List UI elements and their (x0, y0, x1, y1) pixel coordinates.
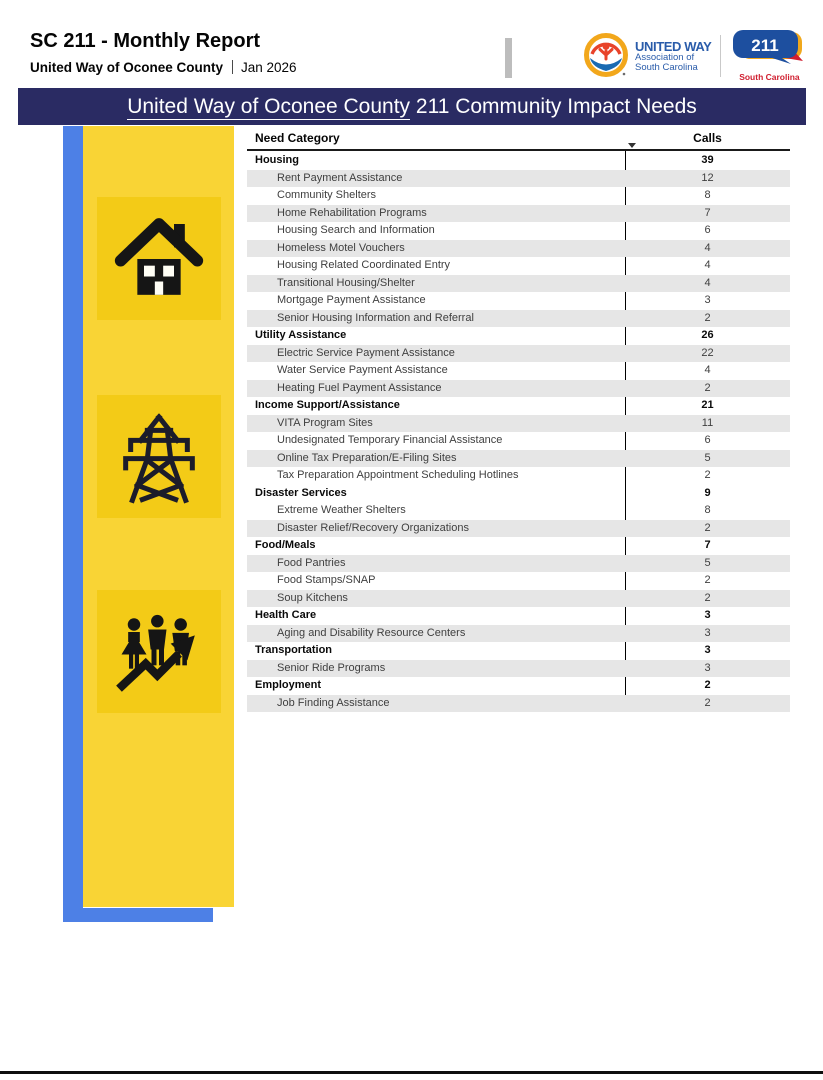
table-row (247, 695, 790, 713)
table-row-category (247, 327, 790, 345)
needs-table-body (247, 152, 790, 712)
logo-group (583, 30, 808, 82)
calls-cell: 22 (701, 346, 714, 359)
calls-cell: 12 (701, 171, 714, 184)
need-category-cell: Food Pantries (277, 556, 346, 569)
table-row-category (247, 642, 790, 660)
table-header-rule (247, 149, 790, 151)
need-category-cell: Mortgage Payment Assistance (277, 294, 426, 306)
calls-cell: 7 (704, 539, 711, 551)
table-row (247, 310, 790, 328)
housing-tile (97, 197, 221, 320)
211-bubble-icon (733, 30, 805, 66)
blue-accent-bar-bottom (63, 908, 213, 922)
table-row (247, 380, 790, 398)
need-category-cell: Utility Assistance (255, 329, 347, 341)
need-category-cell: Tax Preparation Appointment Scheduling Hotlines (277, 469, 519, 481)
calls-cell: 3 (704, 626, 711, 639)
calls-cell: 2 (704, 521, 711, 534)
calls-cell: 2 (704, 469, 711, 481)
calls-cell: 3 (704, 661, 711, 674)
table-row (247, 660, 790, 678)
utility-tile (97, 395, 221, 518)
table-row (247, 345, 790, 363)
calls-cell: 39 (701, 154, 714, 166)
report-period: Jan 2026 (241, 60, 297, 75)
table-row (247, 572, 790, 590)
calls-cell: 3 (704, 294, 711, 306)
need-category-cell: Transportation (255, 644, 333, 656)
united-way-logo-icon (583, 32, 629, 80)
calls-cell: 2 (704, 381, 711, 394)
banner-title (18, 88, 806, 125)
table-row (247, 467, 790, 485)
calls-cell: 2 (704, 591, 711, 604)
need-category-cell: Food/Meals (255, 539, 316, 551)
need-category-cell: Community Shelters (277, 189, 377, 201)
calls-cell: 8 (704, 189, 711, 201)
table-row (247, 362, 790, 380)
need-category-cell: Employment (255, 679, 322, 691)
table-row (247, 415, 790, 433)
need-category-cell: Transitional Housing/Shelter (277, 276, 415, 289)
table-row (247, 170, 790, 188)
need-category-cell: Homeless Motel Vouchers (277, 241, 405, 254)
united-way-sub1: Association of (635, 51, 695, 63)
calls-cell: 7 (704, 206, 711, 219)
calls-cell: 8 (704, 504, 711, 516)
calls-cell: 21 (701, 399, 714, 411)
need-category-cell: Disaster Relief/Recovery Organizations (277, 521, 469, 534)
need-category-cell: Water Service Payment Assistance (277, 364, 448, 376)
united-way-name: UNITED WAY (635, 38, 712, 54)
calls-cell: 6 (704, 224, 711, 236)
pipe-divider (232, 60, 233, 74)
table-row-category (247, 397, 790, 415)
yellow-sidebar (83, 126, 234, 907)
calls-cell: 5 (704, 556, 711, 569)
blue-accent-bar-vertical (63, 126, 83, 922)
need-category-cell: Food Stamps/SNAP (277, 574, 376, 586)
table-row (247, 502, 790, 520)
table-row (247, 187, 790, 205)
table-row-category (247, 607, 790, 625)
calls-cell: 6 (704, 434, 711, 446)
table-row (247, 450, 790, 468)
table-row (247, 432, 790, 450)
need-category-cell: Senior Housing Information and Referral (277, 311, 474, 324)
logo-divider (720, 35, 721, 77)
people-growth-icon (109, 602, 209, 702)
column-header-need-category[interactable]: Need Category (255, 131, 340, 145)
need-category-cell: Housing Search and Information (277, 224, 435, 236)
table-row-category (247, 677, 790, 695)
calls-cell: 4 (704, 241, 711, 254)
table-row (247, 292, 790, 310)
211-logo (730, 30, 808, 82)
calls-cell: 4 (704, 276, 711, 289)
income-tile (97, 590, 221, 713)
need-category-cell: Undesignated Temporary Financial Assistance (277, 434, 503, 446)
211-subtext: South Carolina (739, 72, 800, 82)
calls-cell: 3 (704, 609, 711, 621)
need-category-cell: Disaster Services (255, 486, 347, 499)
calls-cell: 4 (704, 364, 711, 376)
banner-title-rest: 211 Community Impact Needs (410, 95, 697, 118)
sort-arrow-icon[interactable] (628, 143, 636, 148)
need-category-cell: Health Care (255, 609, 317, 621)
column-header-calls[interactable]: Calls (693, 131, 722, 145)
house-icon (109, 209, 209, 309)
banner-title-underlined: United Way of Oconee County (127, 95, 411, 118)
table-row (247, 257, 790, 275)
power-tower-icon (109, 407, 209, 507)
table-row (247, 205, 790, 223)
calls-cell: 26 (701, 329, 714, 341)
footer-rule (0, 1071, 823, 1074)
table-row-category (247, 152, 790, 170)
table-row (247, 625, 790, 643)
need-category-cell: Housing (255, 154, 299, 166)
need-category-cell: Job Finding Assistance (277, 696, 390, 709)
need-category-cell: Heating Fuel Payment Assistance (277, 381, 442, 394)
calls-cell: 5 (704, 451, 711, 464)
united-way-sub2: South Carolina (635, 61, 698, 73)
need-category-cell: Income Support/Assistance (255, 399, 400, 411)
need-category-cell: Aging and Disability Resource Centers (277, 626, 466, 639)
table-row-category (247, 537, 790, 555)
need-category-cell: Electric Service Payment Assistance (277, 346, 455, 359)
calls-cell: 2 (704, 574, 711, 586)
need-category-cell: Home Rehabilitation Programs (277, 206, 427, 219)
report-subtitle (30, 60, 297, 75)
calls-cell: 4 (704, 259, 711, 271)
table-row (247, 590, 790, 608)
need-category-cell: Soup Kitchens (277, 591, 348, 604)
header-divider-bar (505, 38, 512, 78)
table-row-category (247, 485, 790, 503)
table-row (247, 520, 790, 538)
211-number: 211 (751, 36, 780, 55)
need-category-cell: VITA Program Sites (277, 416, 373, 429)
calls-cell: 11 (701, 416, 714, 429)
table-row (247, 555, 790, 573)
table-row (247, 275, 790, 293)
calls-cell: 2 (704, 679, 711, 691)
org-name: United Way of Oconee County (30, 60, 224, 75)
calls-cell: 3 (704, 644, 711, 656)
calls-cell: 2 (704, 311, 711, 324)
calls-cell: 9 (704, 486, 711, 499)
need-category-cell: Rent Payment Assistance (277, 171, 403, 184)
table-row (247, 222, 790, 240)
need-category-cell: Online Tax Preparation/E-Filing Sites (277, 451, 457, 464)
need-category-cell: Extreme Weather Shelters (277, 504, 406, 516)
calls-cell: 2 (704, 696, 711, 709)
united-way-wordmark (635, 40, 711, 73)
page-title: SC 211 - Monthly Report (30, 30, 261, 52)
need-category-cell: Housing Related Coordinated Entry (277, 259, 451, 271)
table-row (247, 240, 790, 258)
need-category-cell: Senior Ride Programs (277, 661, 386, 674)
